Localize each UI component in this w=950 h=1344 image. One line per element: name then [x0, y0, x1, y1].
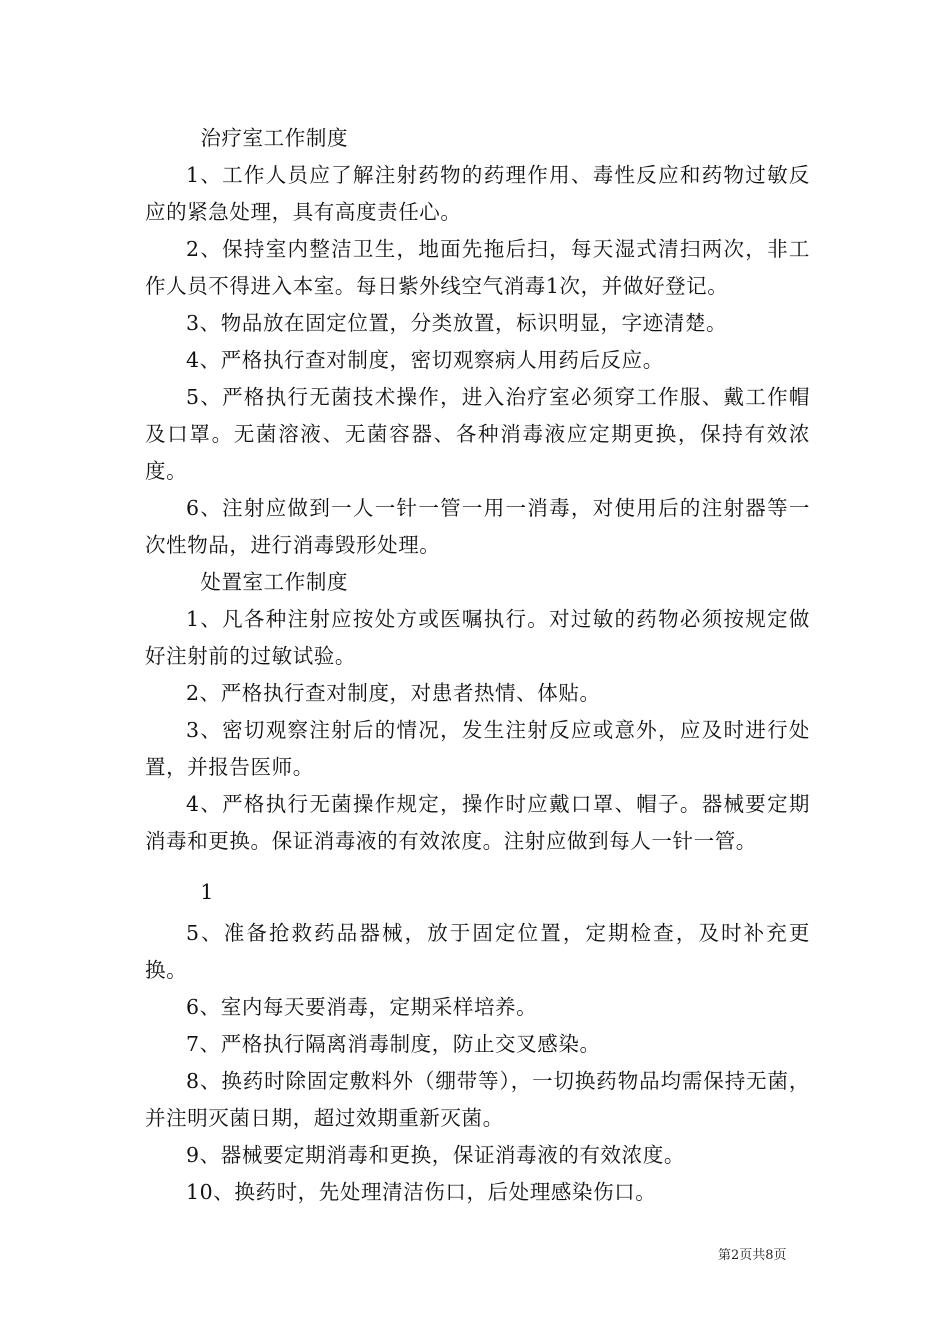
inline-page-number: 1	[200, 880, 214, 904]
disposal-rule-9: 9、器械要定期消毒和更换，保证消毒液的有效浓度。	[186, 1143, 685, 1167]
page-footer	[718, 1247, 787, 1265]
treatment-rule-3: 3、物品放在固定位置，分类放置，标识明显，字迹清楚。	[186, 311, 728, 335]
disposal-rule-6: 6、室内每天要消毒，定期采样培养。	[186, 995, 538, 1019]
treatment-rule-5: 5、严格执行无菌技术操作，进入治疗室必须穿工作服、戴工作帽及口罩。无菌溶液、无菌容器、各种消毒液应定期更换，保持有效浓度。	[145, 385, 810, 483]
section-title-disposal-room: 处置室工作制度	[200, 570, 349, 594]
disposal-rule-1: 1、凡各种注射应按处方或医嘱执行。对过敏的药物必须按规定做好注射前的过敏试验。	[145, 607, 810, 668]
disposal-rule-5: 5、准备抢救药品器械，放于固定位置，定期检查，及时补充更换。	[145, 921, 810, 982]
page-count-label: 第2页共8页	[718, 1248, 787, 1263]
section-title-treatment-room: 治疗室工作制度	[200, 126, 349, 150]
disposal-rule-8: 8、换药时除固定敷料外（绷带等），一切换药物品均需保持无菌，并注明灭菌日期，超过效期重新灭菌。	[145, 1069, 810, 1130]
treatment-rule-2: 2、保持室内整洁卫生，地面先拖后扫，每天湿式清扫两次，非工作人员不得进入本室。每日紫外线空气消毒1次，并做好登记。	[145, 237, 810, 298]
document-body	[145, 120, 810, 1211]
treatment-rule-6: 6、注射应做到一人一针一管一用一消毒，对使用后的注射器等一次性物品，进行消毒毁形处理。	[145, 496, 810, 557]
disposal-rule-3: 3、密切观察注射后的情况，发生注射反应或意外，应及时进行处置，并报告医师。	[145, 718, 810, 779]
treatment-rule-4: 4、严格执行查对制度，密切观察病人用药后反应。	[186, 348, 664, 372]
disposal-rule-10: 10、换药时，先处理清洁伤口，后处理感染伤口。	[186, 1180, 657, 1204]
disposal-rule-4: 4、严格执行无菌操作规定，操作时应戴口罩、帽子。器械要定期消毒和更换。保证消毒液的有效浓度。注射应做到每人一针一管。	[145, 792, 810, 853]
disposal-rule-7: 7、严格执行隔离消毒制度，防止交叉感染。	[186, 1032, 601, 1056]
treatment-rule-1: 1、工作人员应了解注射药物的药理作用、毒性反应和药物过敏反应的紧急处理，具有高度责任心。	[145, 163, 810, 224]
disposal-rule-2: 2、严格执行查对制度，对患者热情、体贴。	[186, 681, 601, 705]
